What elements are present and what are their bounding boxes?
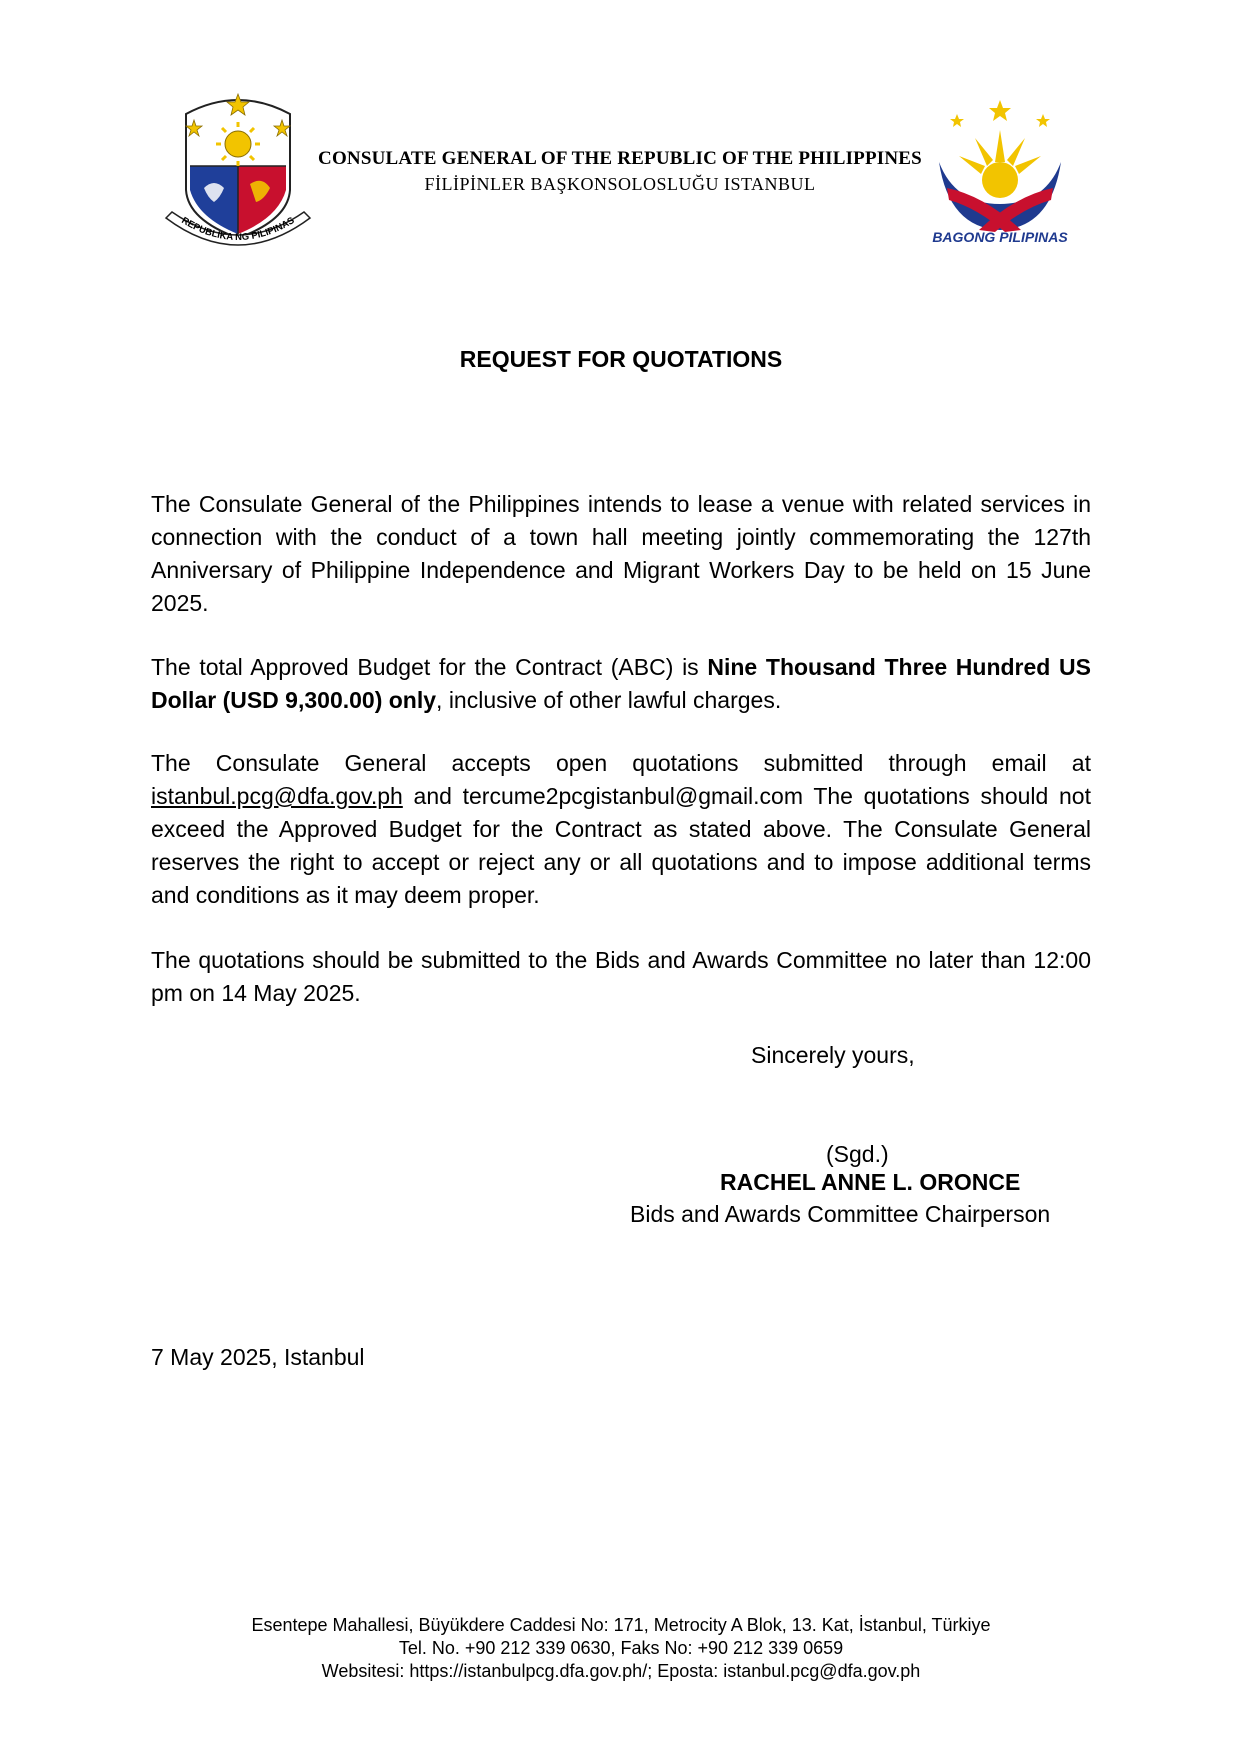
email-tercume: tercume2pcgistanbul@gmail.com [462, 783, 804, 809]
signer-title: Bids and Awards Committee Chairperson [630, 1201, 1051, 1227]
seal-text: REPUBLIKA NG PILIPINAS [179, 215, 297, 244]
submission-text-end: The quotations should not exceed the Approved Budget for the Contract as stated above. The Consulate General reserves the right to accept or reject any or all quotations and to impose additional terms and conditions as it may deem proper. [151, 783, 1091, 908]
letterhead-line-2: FİLİPİNLER BAŞKONSOLOSLUĞU ISTANBUL [424, 174, 816, 194]
submission-text-mid: and [402, 783, 463, 809]
letterhead [300, 148, 940, 195]
paragraph-budget [151, 651, 1091, 717]
paragraph-deadline: The quotations should be submitted to the Bids and Awards Committee no later than 12:00 pm on 14 May 2025. [151, 947, 1091, 1006]
document-title: REQUEST FOR QUOTATIONS [459, 346, 783, 372]
paragraph-purpose: The Consulate General of the Philippines intends to lease a venue with related services in connection with the conduct of a town hall meeting jointly commemorating the 127th Anniversary of Philippine Independence and Migrant Workers Day to be held on 15 June 2025. [151, 491, 1091, 616]
date-place: 7 May 2025, Istanbul [151, 1344, 365, 1370]
letterhead-line-1: CONSULATE GENERAL OF THE REPUBLIC OF THE PHILIPPINES [318, 148, 922, 169]
bagong-pilipinas-label: BAGONG PILIPINAS [932, 229, 1068, 245]
footer-address: Esentepe Mahallesi, Büyükdere Caddesi No: 171, Metrocity A Blok, 13. Kat, İstanbul, Türkiye [251, 1615, 991, 1635]
footer-web: Websitesi: https://istanbulpcg.dfa.gov.ph/; Eposta: istanbul.pcg@dfa.gov.ph [321, 1661, 921, 1681]
coat-of-arms-seal [164, 92, 312, 258]
paragraph-submission [151, 747, 1091, 912]
signer-name: RACHEL ANNE L. ORONCE [720, 1169, 1021, 1195]
footer [0, 1614, 1242, 1683]
budget-text-end: , inclusive of other lawful charges. [436, 687, 782, 713]
closing: Sincerely yours, [751, 1042, 915, 1068]
signed-marker: (Sgd.) [826, 1141, 889, 1167]
budget-text-start: The total Approved Budget for the Contract (ABC) is [151, 654, 708, 680]
submission-text-start: The Consulate General accepts open quotations submitted through email at [151, 750, 1091, 776]
footer-phone: Tel. No. +90 212 339 0630, Faks No: +90 212 339 0659 [398, 1638, 844, 1658]
email-link-pcg[interactable]: istanbul.pcg@dfa.gov.ph [151, 783, 403, 809]
budget-amount: Nine Thousand Three Hundred US Dollar (USD 9,300.00) only [151, 654, 1091, 713]
